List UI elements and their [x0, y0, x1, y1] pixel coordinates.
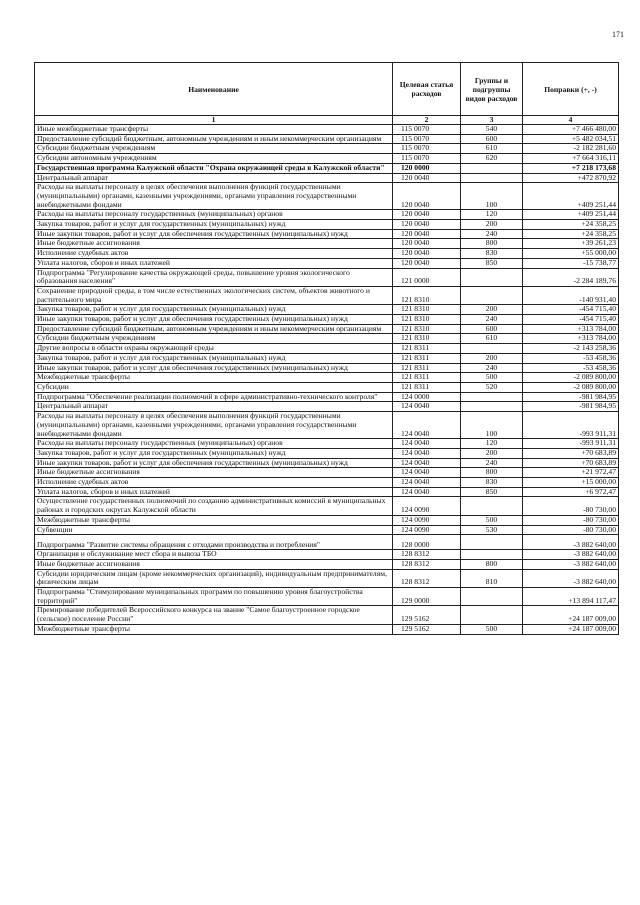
row-group-cell: 830 — [461, 478, 523, 488]
row-amount-cell: -140 931,40 — [523, 286, 619, 304]
row-name-cell: Расходы на выплаты персоналу государственных (муниципальных) органов — [35, 210, 393, 220]
row-code-cell: 120 0040 — [393, 173, 461, 183]
row-name-cell: Подпрограмма "Регулирование качества окружающей среды, повышение уровня экологического образования населения" — [35, 268, 393, 286]
row-group-cell: 100 — [461, 412, 523, 439]
row-amount-cell: +7 664 316,11 — [523, 154, 619, 164]
row-amount-cell: -2 089 800,00 — [523, 373, 619, 383]
row-name-cell: Субвенции — [35, 525, 393, 535]
row-amount-cell: +313 784,00 — [523, 334, 619, 344]
row-group-cell: 610 — [461, 144, 523, 154]
column-number: 1 — [35, 116, 393, 125]
row-name-cell: Уплата налогов, сборов и иных платежей — [35, 258, 393, 268]
row-amount-cell: -993 911,31 — [523, 412, 619, 439]
table-row — [35, 448, 619, 458]
row-code-cell: 124 0040 — [393, 439, 461, 449]
table-row — [35, 478, 619, 488]
row-group-cell — [461, 163, 523, 173]
row-group-cell: 240 — [461, 229, 523, 239]
row-code-cell: 115 0070 — [393, 154, 461, 164]
row-amount-cell: -3 882 640,00 — [523, 559, 619, 569]
row-amount-cell: +7 218 173,68 — [523, 163, 619, 173]
row-code-cell: 120 0040 — [393, 249, 461, 259]
row-amount-cell: +409 251,44 — [523, 210, 619, 220]
row-name-cell: Подпрограмма "Стимулирование муниципальных программ по повышению уровня благоустройства территорий" — [35, 588, 393, 606]
row-group-cell: 800 — [461, 239, 523, 249]
row-amount-cell: -2 089 800,00 — [523, 382, 619, 392]
row-code-cell: 124 0090 — [393, 525, 461, 535]
row-group-cell — [461, 173, 523, 183]
row-name-cell: Государственная программа Калужской области "Охрана окружающей среды в Калужской области" — [35, 163, 393, 173]
row-name-cell: Иные бюджетные ассигнования — [35, 468, 393, 478]
row-name-cell: Уплата налогов, сборов и иных платежей — [35, 487, 393, 497]
row-group-cell: 620 — [461, 154, 523, 164]
row-group-cell: 240 — [461, 363, 523, 373]
row-group-cell: 800 — [461, 559, 523, 569]
table-row — [35, 229, 619, 239]
header-name: Наименование — [35, 63, 393, 116]
table-header-row — [35, 63, 619, 116]
table-row — [35, 344, 619, 354]
table-row — [35, 439, 619, 449]
row-name-cell: Иные закупки товаров, работ и услуг для обеспечения государственных (муниципальных) нужд — [35, 229, 393, 239]
row-group-cell — [461, 286, 523, 304]
row-amount-cell: -80 730,00 — [523, 525, 619, 535]
row-group-cell: 500 — [461, 373, 523, 383]
table-row — [35, 382, 619, 392]
row-code-cell: 128 8312 — [393, 550, 461, 560]
table-row — [35, 525, 619, 535]
table-row — [35, 515, 619, 525]
table-row — [35, 550, 619, 560]
row-name-cell: Межбюджетные трансферты — [35, 373, 393, 383]
row-name-cell: Исполнение судебных актов — [35, 478, 393, 488]
table-row — [35, 497, 619, 515]
table-row — [35, 305, 619, 315]
row-name-cell: Иные межбюджетные трансферты — [35, 125, 393, 135]
row-amount-cell: -3 882 640,00 — [523, 550, 619, 560]
row-amount-cell: -15 738,77 — [523, 258, 619, 268]
row-group-cell: 120 — [461, 439, 523, 449]
row-name-cell: Подпрограмма "Развитие системы обращения с отходами производства и потребления" — [35, 535, 393, 550]
row-amount-cell: +21 972,47 — [523, 468, 619, 478]
table-row — [35, 334, 619, 344]
row-code-cell: 129 0000 — [393, 588, 461, 606]
row-name-cell: Иные бюджетные ассигнования — [35, 559, 393, 569]
row-amount-cell: +409 251,44 — [523, 183, 619, 210]
row-amount-cell: +24 187 009,00 — [523, 624, 619, 634]
row-code-cell: 124 0090 — [393, 497, 461, 515]
table-row — [35, 363, 619, 373]
row-name-cell: Иные закупки товаров, работ и услуг для обеспечения государственных (муниципальных) нужд — [35, 458, 393, 468]
row-amount-cell: +24 187 009,00 — [523, 606, 619, 624]
row-amount-cell: +55 000,00 — [523, 249, 619, 259]
row-group-cell: 500 — [461, 624, 523, 634]
row-code-cell: 124 0040 — [393, 412, 461, 439]
row-amount-cell: -53 458,36 — [523, 353, 619, 363]
row-name-cell: Расходы на выплаты персоналу государственных (муниципальных) органов — [35, 439, 393, 449]
row-code-cell: 128 0000 — [393, 535, 461, 550]
table-row — [35, 458, 619, 468]
table-row — [35, 324, 619, 334]
row-group-cell: 240 — [461, 315, 523, 325]
row-code-cell: 128 8312 — [393, 559, 461, 569]
table-row — [35, 258, 619, 268]
row-group-cell: 200 — [461, 305, 523, 315]
row-name-cell: Иные закупки товаров, работ и услуг для обеспечения государственных (муниципальных) нужд — [35, 363, 393, 373]
row-group-cell — [461, 392, 523, 402]
row-code-cell: 124 0040 — [393, 487, 461, 497]
column-number: 2 — [393, 116, 461, 125]
table-row — [35, 412, 619, 439]
row-amount-cell: +5 482 034,51 — [523, 134, 619, 144]
row-name-cell: Субсидии бюджетным учреждениям — [35, 144, 393, 154]
row-amount-cell: +7 466 480,00 — [523, 125, 619, 135]
row-code-cell: 121 8310 — [393, 315, 461, 325]
table-row — [35, 183, 619, 210]
column-number-row — [35, 116, 619, 125]
row-amount-cell: -981 984,95 — [523, 392, 619, 402]
row-group-cell — [461, 550, 523, 560]
row-code-cell: 120 0040 — [393, 258, 461, 268]
table-row — [35, 286, 619, 304]
table-row — [35, 559, 619, 569]
row-code-cell: 121 8311 — [393, 344, 461, 354]
table-row — [35, 373, 619, 383]
row-code-cell: 121 8310 — [393, 305, 461, 315]
row-name-cell: Иные бюджетные ассигнования — [35, 239, 393, 249]
row-name-cell: Субсидии — [35, 382, 393, 392]
row-group-cell: 200 — [461, 448, 523, 458]
row-name-cell: Расходы на выплаты персоналу в целях обеспечения выполнения функций государственными (муниципальными) органами, казенными учреждениями, органами управления государственными внебюджетными фондами — [35, 412, 393, 439]
table-row — [35, 315, 619, 325]
row-amount-cell: -981 984,95 — [523, 402, 619, 412]
table-row — [35, 624, 619, 634]
row-amount-cell: +24 358,25 — [523, 229, 619, 239]
row-name-cell: Исполнение судебных актов — [35, 249, 393, 259]
row-group-cell: 500 — [461, 515, 523, 525]
row-code-cell: 124 0090 — [393, 515, 461, 525]
row-code-cell: 121 8311 — [393, 363, 461, 373]
row-name-cell: Межбюджетные трансферты — [35, 624, 393, 634]
table-body — [35, 125, 619, 635]
table-row — [35, 125, 619, 135]
row-group-cell — [461, 606, 523, 624]
row-name-cell: Закупка товаров, работ и услуг для государственных (муниципальных) нужд — [35, 448, 393, 458]
row-group-cell: 810 — [461, 569, 523, 587]
row-group-cell: 120 — [461, 210, 523, 220]
table-row — [35, 163, 619, 173]
row-name-cell: Закупка товаров, работ и услуг для государственных (муниципальных) нужд — [35, 353, 393, 363]
column-number: 3 — [461, 116, 523, 125]
row-name-cell: Предоставление субсидий бюджетным, автономным учреждениям и иным некоммерческим организациям — [35, 134, 393, 144]
header-amount: Поправки (+, -) — [523, 63, 619, 116]
row-name-cell: Закупка товаров, работ и услуг для государственных (муниципальных) нужд — [35, 220, 393, 230]
row-amount-cell: +70 683,89 — [523, 458, 619, 468]
table-row — [35, 535, 619, 550]
row-code-cell: 129 5162 — [393, 606, 461, 624]
table-row — [35, 468, 619, 478]
row-name-cell: Расходы на выплаты персоналу в целях обеспечения выполнения функций государственными (муниципальными) органами, казенными учреждениями, органами управления государственными внебюджетными фондами — [35, 183, 393, 210]
row-name-cell: Премирование победителей Всероссийского конкурса на звание "Самое благоустроенное городское (сельское) поселение России" — [35, 606, 393, 624]
row-code-cell: 121 8310 — [393, 334, 461, 344]
row-amount-cell: -454 715,40 — [523, 305, 619, 315]
row-group-cell: 540 — [461, 125, 523, 135]
row-code-cell: 115 0070 — [393, 144, 461, 154]
row-name-cell: Субсидии юридическим лицам (кроме некоммерческих организаций), индивидуальным предпринимателям, физическим лицам — [35, 569, 393, 587]
row-group-cell: 850 — [461, 487, 523, 497]
row-group-cell: 530 — [461, 525, 523, 535]
row-name-cell: Центральный аппарат — [35, 173, 393, 183]
table-row — [35, 134, 619, 144]
row-code-cell: 115 0070 — [393, 134, 461, 144]
table-row — [35, 144, 619, 154]
row-amount-cell: +13 894 117,47 — [523, 588, 619, 606]
row-amount-cell: -80 730,00 — [523, 515, 619, 525]
row-group-cell: 600 — [461, 324, 523, 334]
row-code-cell: 124 0000 — [393, 392, 461, 402]
row-code-cell: 120 0040 — [393, 220, 461, 230]
row-code-cell: 124 0040 — [393, 458, 461, 468]
table-row — [35, 402, 619, 412]
row-amount-cell: +6 972,47 — [523, 487, 619, 497]
table-row — [35, 154, 619, 164]
row-code-cell: 120 0040 — [393, 229, 461, 239]
page-number: 171 — [612, 30, 624, 39]
table-row — [35, 392, 619, 402]
row-name-cell: Закупка товаров, работ и услуг для государственных (муниципальных) нужд — [35, 305, 393, 315]
budget-table — [34, 62, 619, 635]
row-group-cell: 520 — [461, 382, 523, 392]
row-name-cell: Центральный аппарат — [35, 402, 393, 412]
row-amount-cell: -3 882 640,00 — [523, 569, 619, 587]
row-name-cell: Организация и обслуживание мест сбора и вывоза ТБО — [35, 550, 393, 560]
row-amount-cell: -2 284 189,76 — [523, 268, 619, 286]
table-row — [35, 569, 619, 587]
row-code-cell: 115 0070 — [393, 125, 461, 135]
row-code-cell: 121 0000 — [393, 268, 461, 286]
row-amount-cell: -454 715,40 — [523, 315, 619, 325]
row-code-cell: 121 8311 — [393, 353, 461, 363]
row-amount-cell: +15 000,00 — [523, 478, 619, 488]
table-row — [35, 268, 619, 286]
row-code-cell: 124 0040 — [393, 478, 461, 488]
row-code-cell: 129 5162 — [393, 624, 461, 634]
row-code-cell: 124 0040 — [393, 448, 461, 458]
table-row — [35, 353, 619, 363]
row-group-cell — [461, 402, 523, 412]
row-code-cell: 124 0040 — [393, 468, 461, 478]
table-row — [35, 239, 619, 249]
row-amount-cell: +472 870,92 — [523, 173, 619, 183]
row-name-cell: Субсидии бюджетным учреждениям — [35, 334, 393, 344]
row-group-cell — [461, 268, 523, 286]
row-group-cell: 100 — [461, 183, 523, 210]
row-amount-cell: +39 261,23 — [523, 239, 619, 249]
table-row — [35, 210, 619, 220]
table-row — [35, 173, 619, 183]
header-code: Целевая статья расходов — [393, 63, 461, 116]
row-code-cell: 128 8312 — [393, 569, 461, 587]
row-code-cell: 121 8310 — [393, 324, 461, 334]
header-group: Группы и подгруппы видов расходов — [461, 63, 523, 116]
table-row — [35, 220, 619, 230]
row-name-cell: Субсидии автономным учреждениям — [35, 154, 393, 164]
row-group-cell: 200 — [461, 220, 523, 230]
row-group-cell: 850 — [461, 258, 523, 268]
row-group-cell: 610 — [461, 334, 523, 344]
row-amount-cell: +24 358,25 — [523, 220, 619, 230]
row-group-cell: 600 — [461, 134, 523, 144]
row-amount-cell: -2 143 258,36 — [523, 344, 619, 354]
row-amount-cell: -53 458,36 — [523, 363, 619, 373]
row-name-cell: Подпрограмма "Обеспечение реализации полномочий в сфере административно-технического контроля" — [35, 392, 393, 402]
row-group-cell — [461, 588, 523, 606]
table-row — [35, 249, 619, 259]
row-code-cell: 124 0040 — [393, 402, 461, 412]
row-amount-cell: -3 882 640,00 — [523, 535, 619, 550]
row-name-cell: Иные закупки товаров, работ и услуг для обеспечения государственных (муниципальных) нужд — [35, 315, 393, 325]
row-group-cell: 830 — [461, 249, 523, 259]
table-row — [35, 487, 619, 497]
row-code-cell: 121 8310 — [393, 286, 461, 304]
column-number: 4 — [523, 116, 619, 125]
row-name-cell: Сохранение природной среды, в том числе естественных экологических систем, объектов животного и растительного мира — [35, 286, 393, 304]
row-code-cell: 121 8311 — [393, 382, 461, 392]
row-amount-cell: +313 784,00 — [523, 324, 619, 334]
row-code-cell: 120 0040 — [393, 210, 461, 220]
row-group-cell — [461, 344, 523, 354]
row-amount-cell: +70 683,89 — [523, 448, 619, 458]
row-code-cell: 120 0040 — [393, 239, 461, 249]
row-code-cell: 120 0040 — [393, 183, 461, 210]
row-name-cell: Межбюджетные трансферты — [35, 515, 393, 525]
table-row — [35, 606, 619, 624]
row-amount-cell: -2 182 281,60 — [523, 144, 619, 154]
row-name-cell: Осуществление государственных полномочий по созданию административных комиссий в муниципальных районах и городских округах Калужской области — [35, 497, 393, 515]
row-group-cell — [461, 535, 523, 550]
row-group-cell: 240 — [461, 458, 523, 468]
table-row — [35, 588, 619, 606]
row-name-cell: Предоставление субсидий бюджетным, автономным учреждениям и иным некоммерческим организациям — [35, 324, 393, 334]
row-amount-cell: -993 911,31 — [523, 439, 619, 449]
row-code-cell: 121 8311 — [393, 373, 461, 383]
row-group-cell — [461, 497, 523, 515]
row-group-cell: 800 — [461, 468, 523, 478]
row-name-cell: Другие вопросы в области охраны окружающей среды — [35, 344, 393, 354]
row-amount-cell: -80 730,00 — [523, 497, 619, 515]
row-code-cell: 120 0000 — [393, 163, 461, 173]
row-group-cell: 200 — [461, 353, 523, 363]
